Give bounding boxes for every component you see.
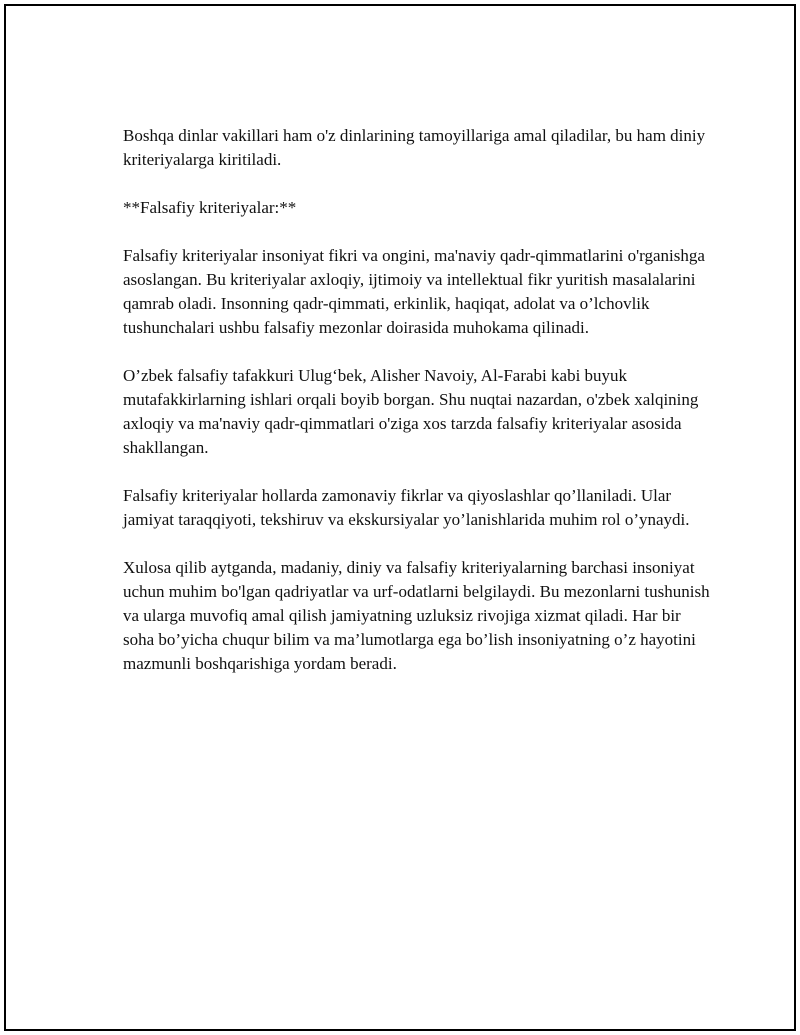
paragraph-uzbek-philosophy: O’zbek falsafiy tafakkuri Ulug‘bek, Alisher Navoiy, Al-Farabi kabi buyuk mutafakkirlarning ishlari orqali boyib borgan. Shu nuqtai nazardan, o'zbek xalqining axloqiy va ma'naviy qadr-qimmatlari o'ziga xos tarzda falsafiy kriteriyalar asosida shakllangan. — [123, 366, 699, 457]
paragraph-conclusion: Xulosa qilib aytganda, madaniy, diniy va falsafiy kriteriyalarning barchasi insoniyat uchun muhim bo'lgan qadriyatlar va urf-odatlarni belgilaydi. Bu mezonlarni tushunish va ularga muvofiq amal qilish jamiyatning uzluksiz rivojiga xizmat qiladi. Har bir soha bo’yicha chuqur bilim va ma’lumotlarga ega bo’lish insoniyatning o’z hayotini mazmunli boshqarishiga yordam beradi. — [123, 558, 710, 673]
paragraph-religious-criteria-end: Boshqa dinlar vakillari ham o'z dinlarining tamoyillariga amal qiladilar, bu ham diniy kriteriyalarga kiritiladi. — [123, 126, 706, 169]
paragraph-modern-application: Falsafiy kriteriyalar hollarda zamonaviy fikrlar va qiyoslashlar qo’llaniladi. Ular jamiyat taraqqiyoti, tekshiruv va ekskursiyalar yo’lanishlarida muhim rol o’ynaydi. — [123, 486, 690, 529]
page-frame — [4, 4, 796, 1031]
section-heading-philosophical-criteria: **Falsafiy kriteriyalar:** — [123, 198, 297, 217]
paragraph-philosophical-definition: Falsafiy kriteriyalar insoniyat fikri va ongini, ma'naviy qadr-qimmatlarini o'rganishga asoslangan. Bu kriteriyalar axloqiy, ijtimoiy va intellektual fikr yuritish masalalarini qamrab oladi. Insonning qadr-qimmati, erkinlik, haqiqat, adolat va o’lchovlik tushunchalari ushbu falsafiy mezonlar doirasida muhokama qilinadi. — [123, 246, 705, 337]
document-body — [123, 124, 713, 700]
